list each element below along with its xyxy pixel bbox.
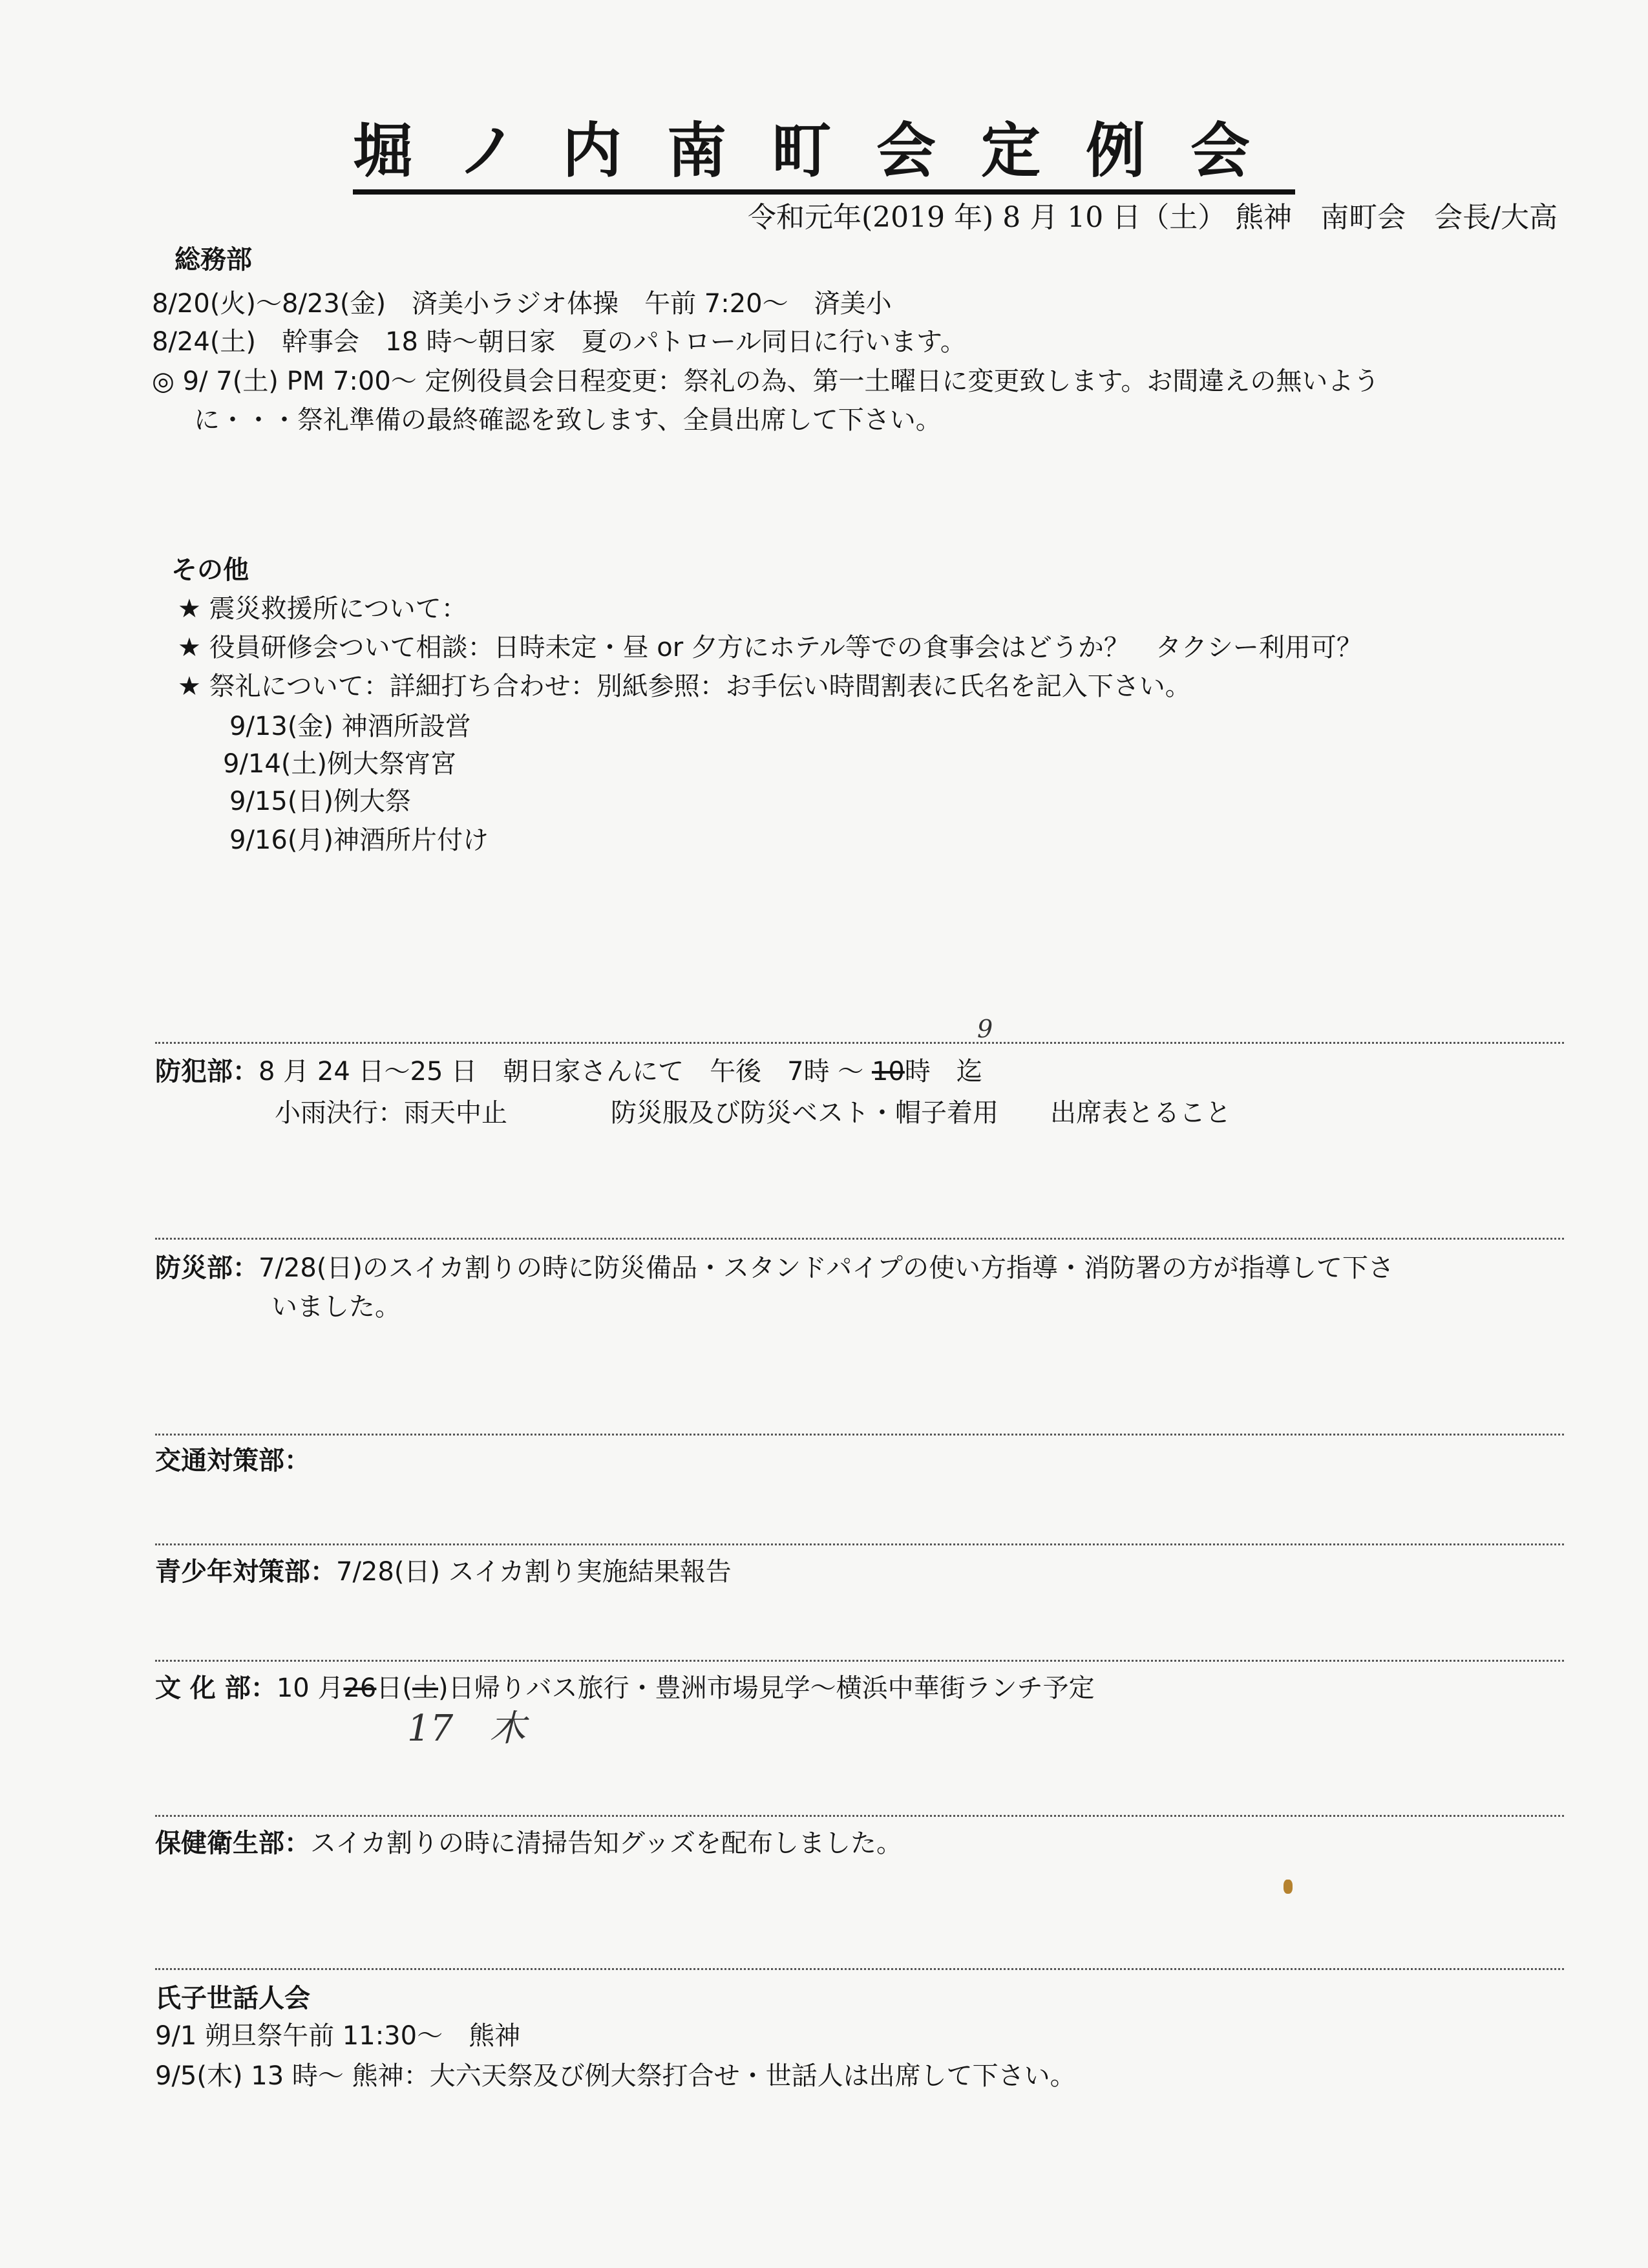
- divider: [155, 1543, 1564, 1545]
- bousai-line-1: [155, 1247, 1394, 1284]
- soumu-line-4: に・・・祭礼準備の最終確認を致します、全員出席して下さい。: [194, 405, 942, 435]
- bunka-label: 文 化 部：: [155, 1673, 277, 1703]
- bunka-text-a: 10 月: [276, 1673, 344, 1703]
- hoken-label: 保健衛生部：: [155, 1828, 310, 1858]
- title-text: 堀ノ内南町会定例会: [353, 116, 1295, 195]
- hoken-text: スイカ割りの時に清掃告知グッズを配布しました。: [310, 1828, 902, 1858]
- sonota-line-1: ★ 震災救援所について：: [178, 594, 467, 624]
- divider: [155, 1238, 1564, 1240]
- soumu-heading: 総務部: [174, 245, 252, 275]
- seishounen-line: [155, 1551, 732, 1588]
- ujiko-heading: 氏子世話人会: [155, 1984, 310, 2013]
- divider: [155, 1042, 1564, 1044]
- ink-stain: [1284, 1880, 1293, 1894]
- bouhan-line-2: 小雨決行：雨天中止 防災服及び防災ベスト・帽子着用 出席表とること: [275, 1098, 1231, 1128]
- divider: [155, 1815, 1564, 1817]
- soumu-line-3: ◎ 9/ 7(土) PM 7:00〜 定例役員会日程変更：祭礼の為、第一土曜日に変更致します。お間違えの無いよう: [152, 366, 1380, 396]
- divider: [155, 1660, 1564, 1662]
- bunka-struck-day: 26: [343, 1673, 377, 1703]
- sonota-line-2: ★ 役員研修会ついて相談：日時未定・昼 or 夕方にホテル等での食事会はどうか？ タクシー利用可？: [178, 633, 1362, 662]
- ujiko-line-2: 9/5(木) 13 時〜 熊神：大六天祭及び例大祭打合せ・世話人は出席して下さい。: [155, 2061, 1076, 2091]
- soumu-line-1: 8/20(火)〜8/23(金) 済美小ラジオ体操 午前 7:20〜 済美小: [152, 289, 892, 319]
- koutsuu-line: [155, 1440, 310, 1477]
- bunka-text-c: )日帰りバス旅行・豊洲市場見学〜横浜中華街ランチ予定: [438, 1673, 1095, 1703]
- sonota-line-3: ★ 祭礼について：詳細打ち合わせ：別紙参照：お手伝い時間割表に氏名を記入下さい。: [178, 672, 1191, 701]
- bousai-text: 7/28(日)のスイカ割りの時に防災備品・スタンドパイプの使い方指導・消防署の方が指導して下さ: [259, 1253, 1395, 1283]
- bunka-struck-dow: 土: [412, 1673, 438, 1703]
- schedule-item: 9/14(土)例大祭宵宮: [223, 749, 457, 779]
- hoken-line: [155, 1823, 902, 1860]
- bouhan-label: 防犯部：: [155, 1057, 259, 1086]
- seishounen-label: 青少年対策部：: [155, 1557, 336, 1587]
- schedule-item: 9/13(金) 神酒所設営: [229, 712, 471, 741]
- page-title: [0, 103, 1648, 189]
- sonota-heading: その他: [171, 555, 249, 585]
- divider: [155, 1434, 1564, 1436]
- koutsuu-label: 交通対策部：: [155, 1446, 310, 1476]
- bouhan-struck-hour: 10: [871, 1057, 905, 1086]
- schedule-item: 9/15(日)例大祭: [229, 787, 412, 816]
- bousai-label: 防災部：: [155, 1253, 259, 1283]
- bouhan-line-1: [155, 1051, 982, 1088]
- bunka-text-b: 日(: [376, 1673, 412, 1703]
- seishounen-text: 7/28(日) スイカ割り実施結果報告: [336, 1557, 732, 1587]
- date-line: 令和元年(2019 年) 8 月 10 日（土） 熊神 南町会 会長/大高: [747, 201, 1558, 234]
- soumu-line-2: 8/24(土) 幹事会 18 時〜朝日家 夏のパトロール同日に行います。: [152, 327, 966, 357]
- bouhan-text-b: 時 迄: [904, 1057, 982, 1086]
- bunka-line: [155, 1668, 1095, 1704]
- schedule-item: 9/16(月)神酒所片付け: [229, 825, 489, 855]
- ujiko-line-1: 9/1 朔旦祭午前 11:30〜 熊神: [155, 2021, 521, 2051]
- handwritten-correction: 17 木: [407, 1708, 526, 1750]
- bousai-line-2: いました。: [271, 1292, 401, 1322]
- handwritten-note: 9: [977, 1015, 993, 1043]
- bouhan-text-a: 8 月 24 日〜25 日 朝日家さんにて 午後 7時 〜: [259, 1057, 872, 1086]
- divider: [155, 1968, 1564, 1970]
